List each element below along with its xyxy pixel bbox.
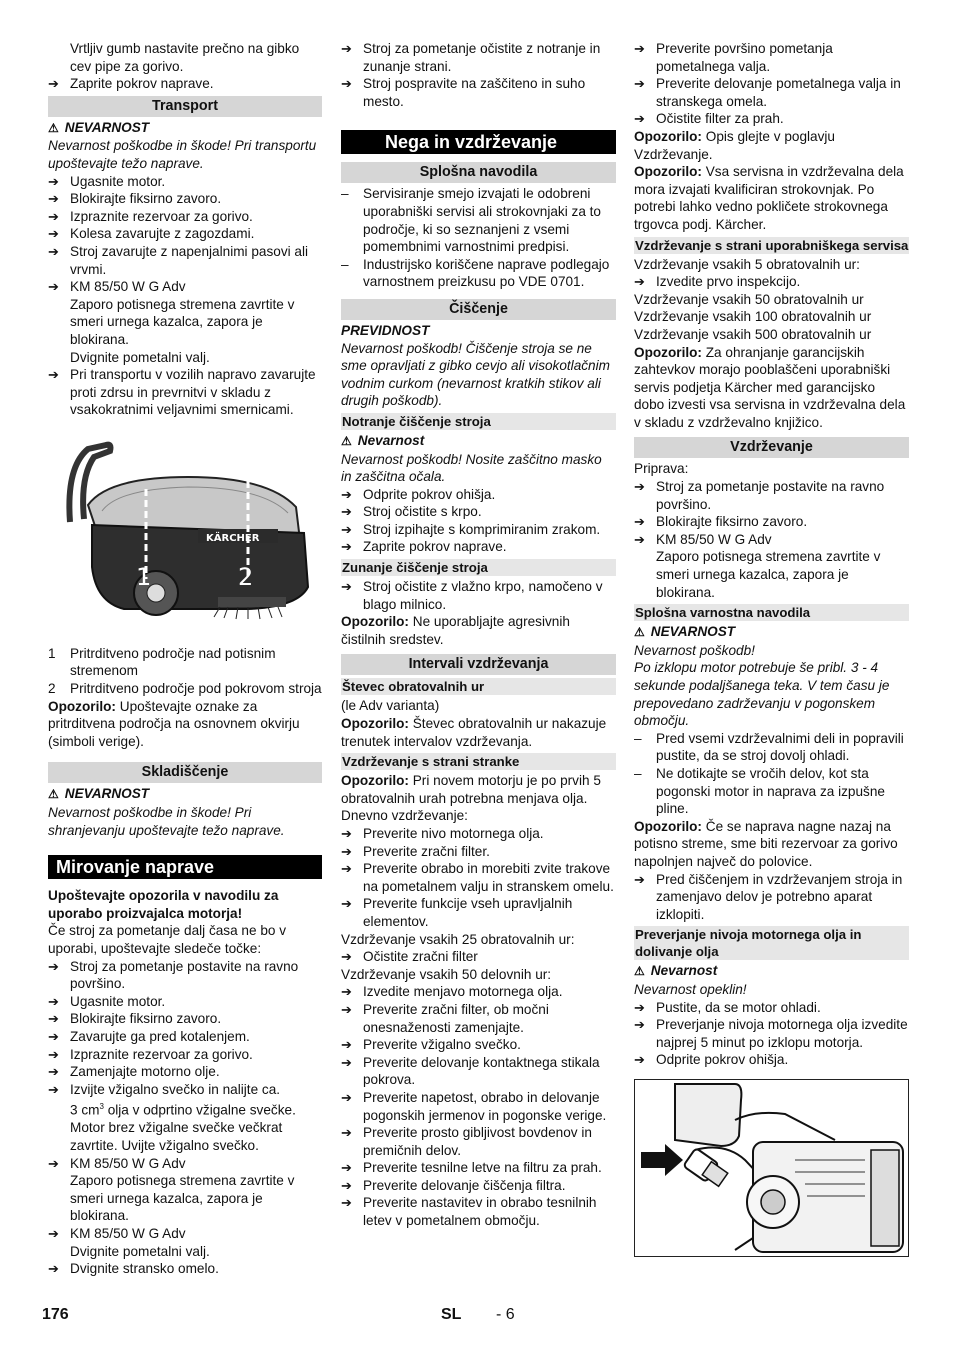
step-item: ➔ Preverite tesnilne letve na filtru za prah. — [341, 1159, 616, 1177]
page-footer — [0, 1306, 954, 1330]
inner-steps — [341, 486, 616, 556]
outer-cleaning-heading: Zunanje čiščenje stroja — [341, 559, 616, 576]
step-item: ➔ Ugasnite motor. — [48, 993, 322, 1011]
danger-warning: ⚠ NEVARNOST — [634, 624, 736, 640]
service-5h-steps — [634, 273, 909, 291]
language-code: SL — [441, 1306, 462, 1323]
step-item: ➔ Kolesa zavarujte z zagozdami. — [48, 225, 322, 243]
intro-line: Vrtljiv gumb nastavite prečno na gibko cev pipe za gorivo. — [70, 41, 300, 74]
intervals-heading: Intervali vzdrževanja — [341, 654, 616, 675]
danger-warning: ⚠ Nevarnost — [341, 432, 425, 448]
idle-oil-note: 3 $cm^3$ olja v odprtino vžigalne svečke. Motor brez vžigalne svečke večkrat zavrtite. Uvijte vžigalno svečko. — [70, 1102, 296, 1154]
daily-steps — [341, 825, 616, 931]
step-item: ➔ Izpraznite rezervoar za gorivo. — [48, 208, 322, 226]
step-item: ➔ KM 85/50 W G Adv — [634, 531, 909, 549]
safety-steps — [634, 871, 909, 924]
page-suffix: - 6 — [496, 1306, 515, 1323]
step-item: ➔ Pustite, da se motor ohladi. — [634, 999, 909, 1017]
idle-bold-note: Upoštevajte opozorila v navodilu za uporabo proizvajalca motorja! — [48, 888, 279, 921]
step-item: ➔ Očistite zračni filter — [341, 948, 616, 966]
figure-label-2: 2 — [238, 562, 254, 591]
transport-heading: Transport — [48, 96, 322, 117]
safety-items — [634, 730, 909, 818]
warning-text: Nevarnost poškodbe in škode! Pri transportu upoštevajte težo naprave. — [48, 138, 317, 171]
caution-text: Nevarnost poškodb! Čiščenje stroja se ne sme opravljati z gibko cevjo ali visokotlačnim vodnim curkom (nevarnost kratkih stikov ali drugih poškodb). — [341, 340, 610, 409]
step-item: ➔ Pred čiščenjem in vzdrževanjem stroja in zamenjavo delov je potrebno aparat izklopiti. — [634, 871, 909, 924]
step-item: ➔ Blokirajte fiksirno zavoro. — [634, 513, 909, 531]
step-item: ➔ Ugasnite motor. — [48, 173, 322, 191]
step-item: ➔ Blokirajte fiksirno zavoro. — [48, 190, 322, 208]
idle-steps — [48, 958, 322, 1099]
h25-label: Vzdrževanje vsakih 25 obratovalnih ur: — [341, 931, 575, 947]
step-item: ➔ Preverite prosto gibljivost bovdenov in premičnih delov. — [341, 1124, 616, 1159]
step-item: ➔ Stroj pospravite na zaščiteno in suho mesto. — [341, 75, 616, 110]
service-5h: Vzdrževanje vsakih 5 obratovalnih ur: — [634, 256, 860, 272]
model-note: Zaporo potisnega stremena zavrtite v smeri urnega kazalca, zapora je blokirana. — [70, 1173, 295, 1224]
general-heading: Splošna navodila — [341, 162, 616, 183]
figure-brand: KÄRCHER — [206, 532, 260, 544]
warning-triangle-icon: ⚠ — [48, 787, 59, 802]
inner-cleaning-heading: Notranje čiščenje stroja — [341, 413, 616, 430]
daily-label: Dnevno vzdrževanje: — [341, 808, 468, 824]
service-50h: Vzdrževanje vsakih 50 obratovalnih ur — [634, 291, 864, 307]
warning-text: Po izklopu motor potrebuje še pribl. 3 - 4 sekunde podaljšanega teka. V tem času je prepovedano zadrževanju v pogonskem območju. — [634, 660, 890, 729]
step-item: ➔ Preverite zračni filter. — [341, 843, 616, 861]
warning-triangle-icon: ⚠ — [48, 120, 59, 135]
step-item: ➔ Preverite nastavitev in obrabo tesnilnih letev v pometalnem območju. — [341, 1194, 616, 1229]
warning-text: Nevarnost opeklin! — [634, 981, 747, 997]
sweeper-machine-illustration — [48, 437, 322, 637]
top-steps — [341, 40, 616, 110]
engine-figure — [634, 1079, 909, 1257]
oil-steps — [634, 999, 909, 1069]
idle-heading: Mirovanje naprave — [48, 855, 322, 879]
figure-legend — [48, 645, 322, 698]
step-item: ➔ Preverite zračni filter, ob močni onesnaženosti zamenjajte. — [341, 1001, 616, 1036]
step-item: ➔ Pri transportu v vozilih napravo zavarujte proti zdrsu in prevrnitvi v skladu z vsakokratnimi veljavnimi smernicami. — [48, 366, 322, 419]
step-item: ➔ KM 85/50 W G Adv — [48, 1225, 322, 1243]
step-item: ➔ Stroj za pometanje postavite na ravno površino. — [634, 478, 909, 513]
prep-label: Priprava: — [634, 461, 689, 477]
step-item: ➔ Preverite delovanje čiščenja filtra. — [341, 1177, 616, 1195]
idle-intro: Če stroj za pometanje dalj časa ne bo v uporabi, upoštevajte sledeče točke: — [48, 923, 287, 956]
model-note: Zaporo potisnega stremena zavrtite v smeri urnega kazalca, zapora je blokirana. — [656, 549, 881, 600]
sweeper-figure — [48, 437, 322, 637]
step-item: ➔ Preverite funkcije vseh upravljalnih elementov. — [341, 895, 616, 930]
dash-item: – Servisiranje smejo izvajati le odobreni uporabniški servisi ali strokovnjaki za to področje, ki so seznanjeni z vsemi pomembnimi varnostnimi predpisi. — [341, 185, 616, 255]
step-item: ➔ Preverite nivo motornega olja. — [341, 825, 616, 843]
service-heading: Vzdrževanje s strani uporabniškega servisa — [635, 237, 909, 253]
h50-steps — [341, 983, 616, 1229]
step-item: ➔ Odprite pokrov ohišja. — [341, 486, 616, 504]
note: Opozorilo: Pri novem motorju je po prvih 5 obratovalnih urah potrebna menjava olja. — [341, 773, 601, 806]
warning-text: Nevarnost poškodb! Nosite zaščitno masko in zaščitna očala. — [341, 451, 602, 485]
service-100h: Vzdrževanje vsakih 100 obratovalnih ur — [634, 309, 872, 325]
top-steps — [634, 40, 909, 128]
h25-steps — [341, 948, 616, 966]
counter-heading: Števec obratovalnih ur — [341, 678, 616, 695]
engine-oil-cap-illustration — [635, 1080, 908, 1256]
column-middle — [341, 40, 616, 1230]
h50-label: Vzdrževanje vsakih 50 delovnih ur: — [341, 966, 552, 982]
model-note: Dvignite pometalni valj. — [70, 1243, 210, 1259]
step-item: ➔ Odprite pokrov ohišja. — [634, 1051, 909, 1069]
danger-warning: ⚠ NEVARNOST — [48, 119, 150, 135]
step-item: ➔ Preverite vžigalno svečko. — [341, 1036, 616, 1054]
warning-triangle-icon: ⚠ — [634, 625, 645, 640]
safety-heading: Splošna varnostna navodila — [634, 604, 909, 621]
note: Opozorilo: Števec obratovalnih ur nakazuje trenutek intervalov vzdrževanja. — [341, 716, 607, 749]
step-item: ➔ Preverite delovanje kontaktnega stikala pokrova. — [341, 1054, 616, 1089]
cleaning-heading: Čiščenje — [341, 299, 616, 320]
note: Opozorilo: Za ohranjanje garancijskih zahtevkov morajo pooblaščeni uporabniški servis podjetja Kärcher med garancijsko dobo izvesti vsa servisna in vzdrževalna dela v skladu z vzdrževalno knjižico. — [634, 344, 906, 430]
model-note-2: Dvignite pometalni valj. — [70, 349, 210, 365]
note: Opozorilo: Če se naprava nagne nazaj na potisno streme, sme biti rezervoar za gorivo napolnjen največ do polovice. — [634, 818, 898, 869]
outer-steps — [341, 578, 616, 613]
transport-steps — [48, 173, 322, 296]
step-item: ➔ Očistite filter za prah. — [634, 110, 909, 128]
legend-item: 2 Pritrditveno področje pod pokrovom stroja — [48, 681, 322, 697]
step-item: ➔ Preverite površino pometanja pometalnega valja. — [634, 40, 909, 75]
step-item: ➔ Stroj zavarujte z napenjalnimi pasovi ali vrvmi. — [48, 243, 322, 278]
warning-triangle-icon: ⚠ — [634, 964, 645, 979]
step-item: ➔ Izpraznite rezervoar za gorivo. — [48, 1046, 322, 1064]
note: Opozorilo: Opis glejte v poglavju Vzdrževanje. — [634, 128, 835, 162]
step-item: ➔ Preverite napetost, obrabo in delovanje pogonskih jermenov in pogonske verige. — [341, 1089, 616, 1124]
column-left — [48, 40, 322, 1278]
general-items — [341, 185, 616, 291]
care-heading: Nega in vzdrževanje — [341, 130, 616, 154]
storage-heading: Skladiščenje — [48, 762, 322, 783]
caution-label: PREVIDNOST — [341, 322, 430, 338]
customer-maintenance-heading: Vzdrževanje s strani stranke — [341, 753, 616, 770]
note: Opozorilo: Ne uporabljajte agresivnih čistilnih sredstev. — [341, 614, 570, 647]
figure-label-1: 1 — [136, 562, 152, 591]
danger-warning: ⚠ NEVARNOST — [48, 786, 150, 802]
maintenance-heading: Vzdrževanje — [634, 437, 909, 458]
dash-item: – Industrijsko koriščene naprave podlegajo varnostnem preizkusu po VDE 0701. — [341, 256, 616, 291]
note: Opozorilo: Upoštevajte oznake za pritrditvena področja na osnovnem okvirju (simboli verige). — [48, 698, 300, 749]
counter-text: (le Adv varianta) — [341, 698, 440, 714]
step-item: ➔ Stroj izpihajte s komprimiranim zrakom. — [341, 521, 616, 539]
step-item: ➔ Zavarujte ga pred kotalenjem. — [48, 1028, 322, 1046]
warning-text: Nevarnost poškodbe in škode! Pri shranjevanju upoštevajte težo naprave. — [48, 805, 285, 838]
step-item: ➔ Preverite obrabo in morebiti zvite trakove na pometalnem valju in stranskem omelu. — [341, 860, 616, 895]
oil-heading: Preverjanje nivoja motornega olja in dolivanje olja — [634, 926, 909, 960]
dash-item: – Ne dotikajte se vročih delov, kot sta pogonski motor in naprava za izpušne pline. — [634, 765, 909, 818]
step-item: ➔ KM 85/50 W G Adv — [48, 278, 322, 296]
column-right — [634, 40, 909, 1257]
step-item: ➔ Preverjanje nivoja motornega olja izvedite najprej 5 minut po izklopu motorja. — [634, 1016, 909, 1051]
step-item: ➔ Stroj očistite s krpo. — [341, 503, 616, 521]
danger-warning: ⚠ Nevarnost — [634, 963, 718, 979]
legend-item: 1 Pritrditveno področje nad potisnim stremenom — [48, 645, 276, 679]
step-item: ➔ Blokirajte fiksirno zavoro. — [48, 1010, 322, 1028]
step-item: ➔ Zaprite pokrov naprave. — [48, 75, 322, 93]
step-item: ➔ Zaprite pokrov naprave. — [341, 538, 616, 556]
step-item: ➔ Stroj očistite z vlažno krpo, namočeno v blago milnico. — [341, 578, 616, 613]
dash-item: – Pred vsemi vzdrževalnimi deli in popravili pustite, da se stroj dovolj ohladi. — [634, 730, 909, 765]
model-note: Zaporo potisnega stremena zavrtite v smeri urnega kazalca, zapora je blokirana. — [70, 296, 295, 347]
page-number: 176 — [42, 1306, 69, 1323]
service-500h: Vzdrževanje vsakih 500 obratovalnih ur — [634, 326, 872, 342]
prep-steps — [634, 478, 909, 548]
step-item: ➔ KM 85/50 W G Adv — [48, 1155, 322, 1173]
step-item: ➔ Preverite delovanje pometalnega valja in stranskega omela. — [634, 75, 909, 110]
step-item: ➔ Stroj za pometanje postavite na ravno površino. — [48, 958, 322, 993]
step-item: ➔ Izvedite prvo inspekcijo. — [634, 273, 909, 291]
step-item: ➔ Stroj za pometanje očistite z notranje in zunanje strani. — [341, 40, 616, 75]
step-item: ➔ Dvignite stransko omelo. — [48, 1260, 322, 1278]
warning-text: Nevarnost poškodb! — [634, 642, 755, 658]
step-item: ➔ Izvijte vžigalno svečko in nalijte ca. — [48, 1081, 322, 1099]
step-item: ➔ Zamenjajte motorno olje. — [48, 1063, 322, 1081]
warning-triangle-icon: ⚠ — [341, 433, 352, 448]
note: Opozorilo: Vsa servisna in vzdrževalna dela mora izvajati kvalificiran strokovnjak. Po potrebi lahko vedno pokličete strokovnega trgovca podj. Kärcher. — [634, 164, 904, 232]
step-item: ➔ Izvedite menjavo motornega olja. — [341, 983, 616, 1001]
